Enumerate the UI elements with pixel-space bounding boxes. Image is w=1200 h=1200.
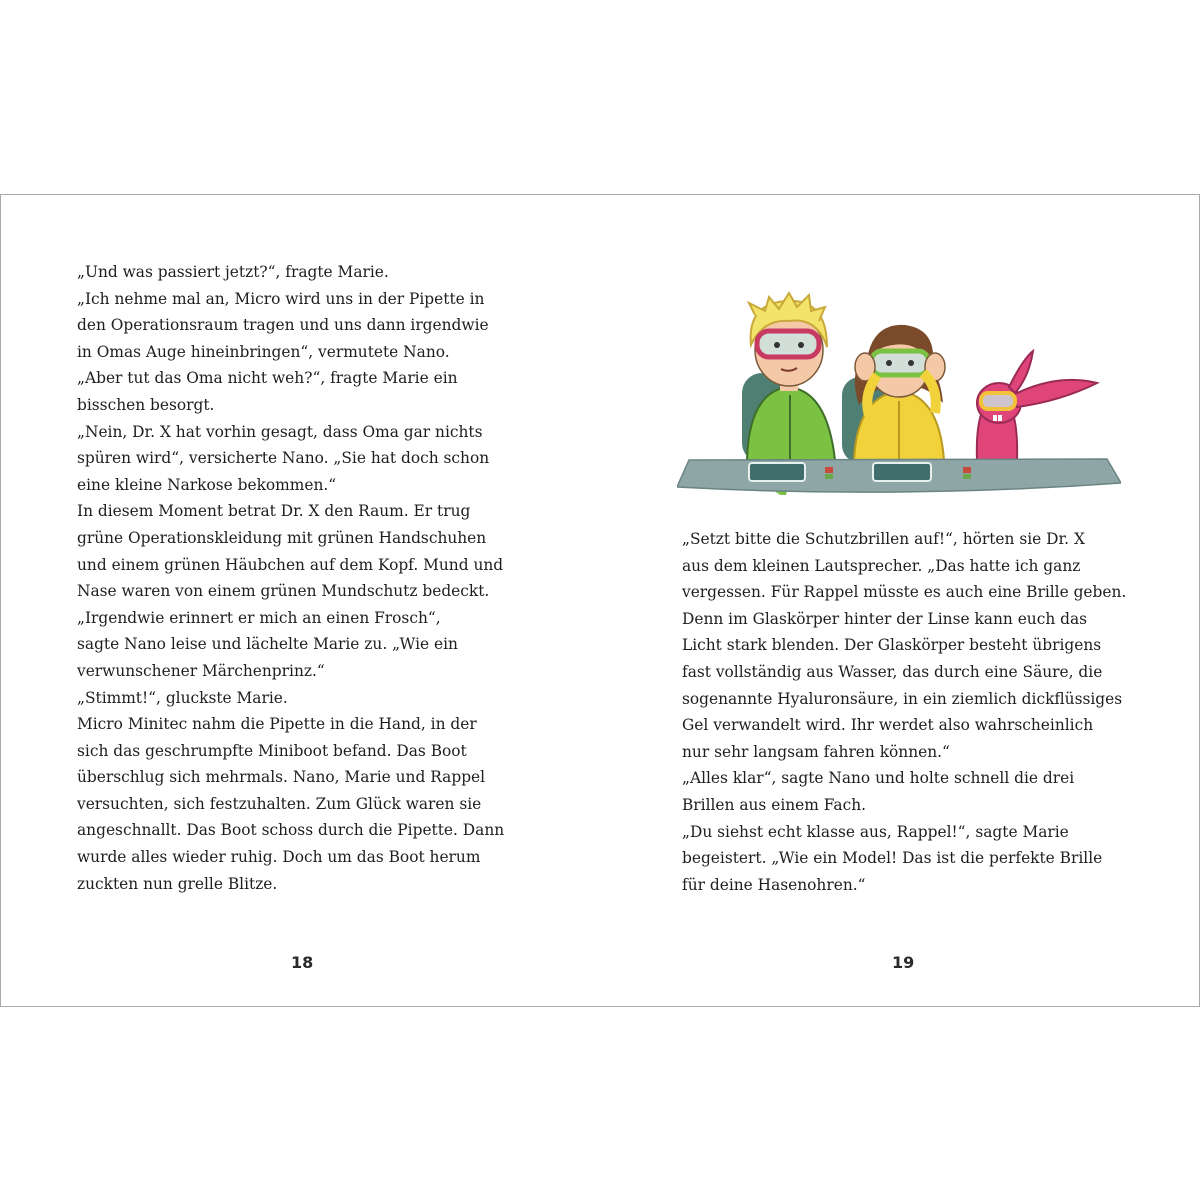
book-spread [0, 194, 1200, 1007]
text-line: bisschen besorgt. [77, 395, 215, 414]
text-line: sogenannte Hyaluronsäure, in ein ziemlich dickflüssiges [682, 689, 1123, 708]
text-line: wurde alles wieder ruhig. Doch um das Boot herum [77, 848, 481, 867]
text-line: nur sehr langsam fahren können.“ [682, 742, 950, 761]
text-line: überschlug sich mehrmals. Nano, Marie und Rappel [77, 768, 486, 787]
text-line: „Nein, Dr. X hat vorhin gesagt, dass Oma gar nichts [77, 422, 483, 441]
bunny-figure [977, 351, 1097, 460]
right-page-text [682, 526, 1126, 898]
text-line: sagte Nano leise und lächelte Marie zu. „Wie ein [77, 635, 458, 654]
text-line: Licht stark blenden. Der Glaskörper besteht übrigens [682, 636, 1102, 655]
text-line: den Operationsraum tragen und uns dann irgendwie [77, 316, 489, 335]
text-line: Brillen aus einem Fach. [682, 795, 866, 814]
goggles-girl [871, 351, 929, 375]
text-line: spüren wird“, versicherte Nano. „Sie hat doch schon [77, 449, 490, 468]
left-page [1, 195, 600, 1006]
text-line: Micro Minitec nahm die Pipette in die Hand, in der [77, 715, 477, 734]
text-line: verwunschener Märchenprinz.“ [77, 661, 325, 680]
text-line: „Irgendwie erinnert er mich an einen Frosch“, [77, 608, 441, 627]
text-line: In diesem Moment betrat Dr. X den Raum. Er trug [77, 502, 471, 521]
text-line: in Omas Auge hineinbringen“, vermutete Nano. [77, 342, 450, 361]
text-line: begeistert. „Wie ein Model! Das ist die perfekte Brille [682, 849, 1103, 868]
text-line: „Du siehst echt klasse aus, Rappel!“, sagte Marie [682, 822, 1069, 841]
text-line: grüne Operationskleidung mit grünen Handschuhen [77, 528, 487, 547]
left-page-text [77, 259, 504, 897]
text-line: aus dem kleinen Lautsprecher. „Das hatte ich ganz [682, 556, 1081, 575]
text-line: vergessen. Für Rappel müsste es auch eine Brille geben. [682, 583, 1127, 602]
text-line: angeschnallt. Das Boot schoss durch die Pipette. Dann [77, 821, 505, 840]
text-line: „Aber tut das Oma nicht weh?“, fragte Marie ein [77, 369, 458, 388]
text-line: „Ich nehme mal an, Micro wird uns in der Pipette in [77, 289, 485, 308]
text-line: fast vollständig aus Wasser, das durch eine Säure, die [682, 662, 1103, 681]
tablet-left [749, 463, 805, 481]
text-line: „Alles klar“, sagte Nano und holte schnell die drei [682, 769, 1075, 788]
page-number-right: 19 [892, 953, 915, 972]
text-line: versuchten, sich festzuhalten. Zum Glück waren sie [77, 794, 482, 813]
text-line: Denn im Glaskörper hinter der Linse kann euch das [682, 609, 1088, 628]
text-line: sich das geschrumpfte Miniboot befand. Das Boot [77, 741, 467, 760]
goggles-boy [757, 331, 819, 357]
text-line: Gel verwandelt wird. Ihr werdet also wahrscheinlich [682, 716, 1094, 735]
text-line: zuckten nun grelle Blitze. [77, 874, 278, 893]
text-line: „Stimmt!“, gluckste Marie. [77, 688, 288, 707]
right-page [600, 195, 1199, 1006]
text-line: Nase waren von einem grünen Mundschutz bedeckt. [77, 582, 490, 601]
text-line: für deine Hasenohren.“ [682, 875, 866, 894]
kids-with-goggles-illustration [677, 255, 1121, 495]
page-number-left: 18 [291, 953, 314, 972]
goggles-bunny [981, 393, 1015, 409]
tablet-right [873, 463, 931, 481]
text-line: und einem grünen Häubchen auf dem Kopf. Mund und [77, 555, 504, 574]
text-line: eine kleine Narkose bekommen.“ [77, 475, 337, 494]
text-line: „Und was passiert jetzt?“, fragte Marie. [77, 263, 389, 281]
text-line: „Setzt bitte die Schutzbrillen auf!“, hörten sie Dr. X [682, 530, 1085, 548]
